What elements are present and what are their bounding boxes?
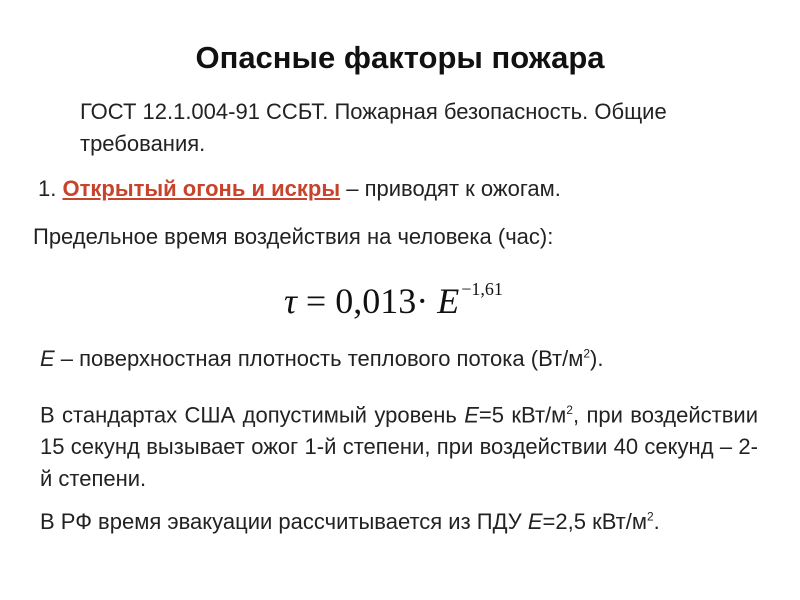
usa-e-symbol: E bbox=[464, 402, 479, 428]
gost-reference: ГОСТ 12.1.004-91 ССБТ. Пожарная безопасность. Общие требования. bbox=[80, 99, 667, 156]
usa-text-3: , при воздействии 15 секунд вызывает ожог 1-й степени, при воздействии 40 секунд – 2-й степени. bbox=[40, 402, 758, 492]
usa-sup: 2 bbox=[566, 403, 573, 417]
e-definition-close: ). bbox=[590, 346, 604, 371]
usa-text-1: В стандартах США допустимый уровень bbox=[40, 402, 465, 428]
hazard-item-1 bbox=[38, 176, 561, 202]
usa-text-2: =5 кВт/м bbox=[478, 402, 567, 428]
rf-text-2: =2,5 кВт/м bbox=[542, 509, 647, 534]
item-number: 1. bbox=[38, 176, 57, 201]
formula-equals: = bbox=[296, 281, 336, 321]
e-symbol: E bbox=[40, 346, 55, 371]
formula-variable: E bbox=[428, 281, 460, 321]
formula-tau: τ bbox=[284, 281, 297, 321]
e-definition-sup: 2 bbox=[583, 346, 591, 361]
hazard-highlight: Открытый огонь и искры bbox=[62, 176, 341, 201]
e-definition bbox=[40, 346, 603, 372]
rf-evacuation-paragraph bbox=[40, 509, 660, 535]
slide-title: Опасные факторы пожара bbox=[195, 40, 605, 75]
limit-time-label: Предельное время воздействия на человека (час): bbox=[33, 224, 554, 249]
formula-dot: · bbox=[416, 281, 429, 321]
rf-text-3: . bbox=[653, 509, 660, 534]
hazard-description: – приводят к ожогам. bbox=[340, 176, 561, 201]
rf-text-1: В РФ время эвакуации рассчитывается из ПДУ bbox=[40, 509, 528, 534]
e-definition-text: – поверхностная плотность теплового потока (Вт/м bbox=[54, 346, 584, 371]
formula-exponent: −1,61 bbox=[461, 279, 503, 299]
usa-standard-paragraph bbox=[40, 394, 758, 495]
exposure-formula bbox=[284, 280, 503, 322]
rf-sup: 2 bbox=[646, 509, 654, 524]
rf-e-symbol: E bbox=[527, 509, 543, 534]
formula-coefficient: 0,013 bbox=[335, 281, 417, 321]
